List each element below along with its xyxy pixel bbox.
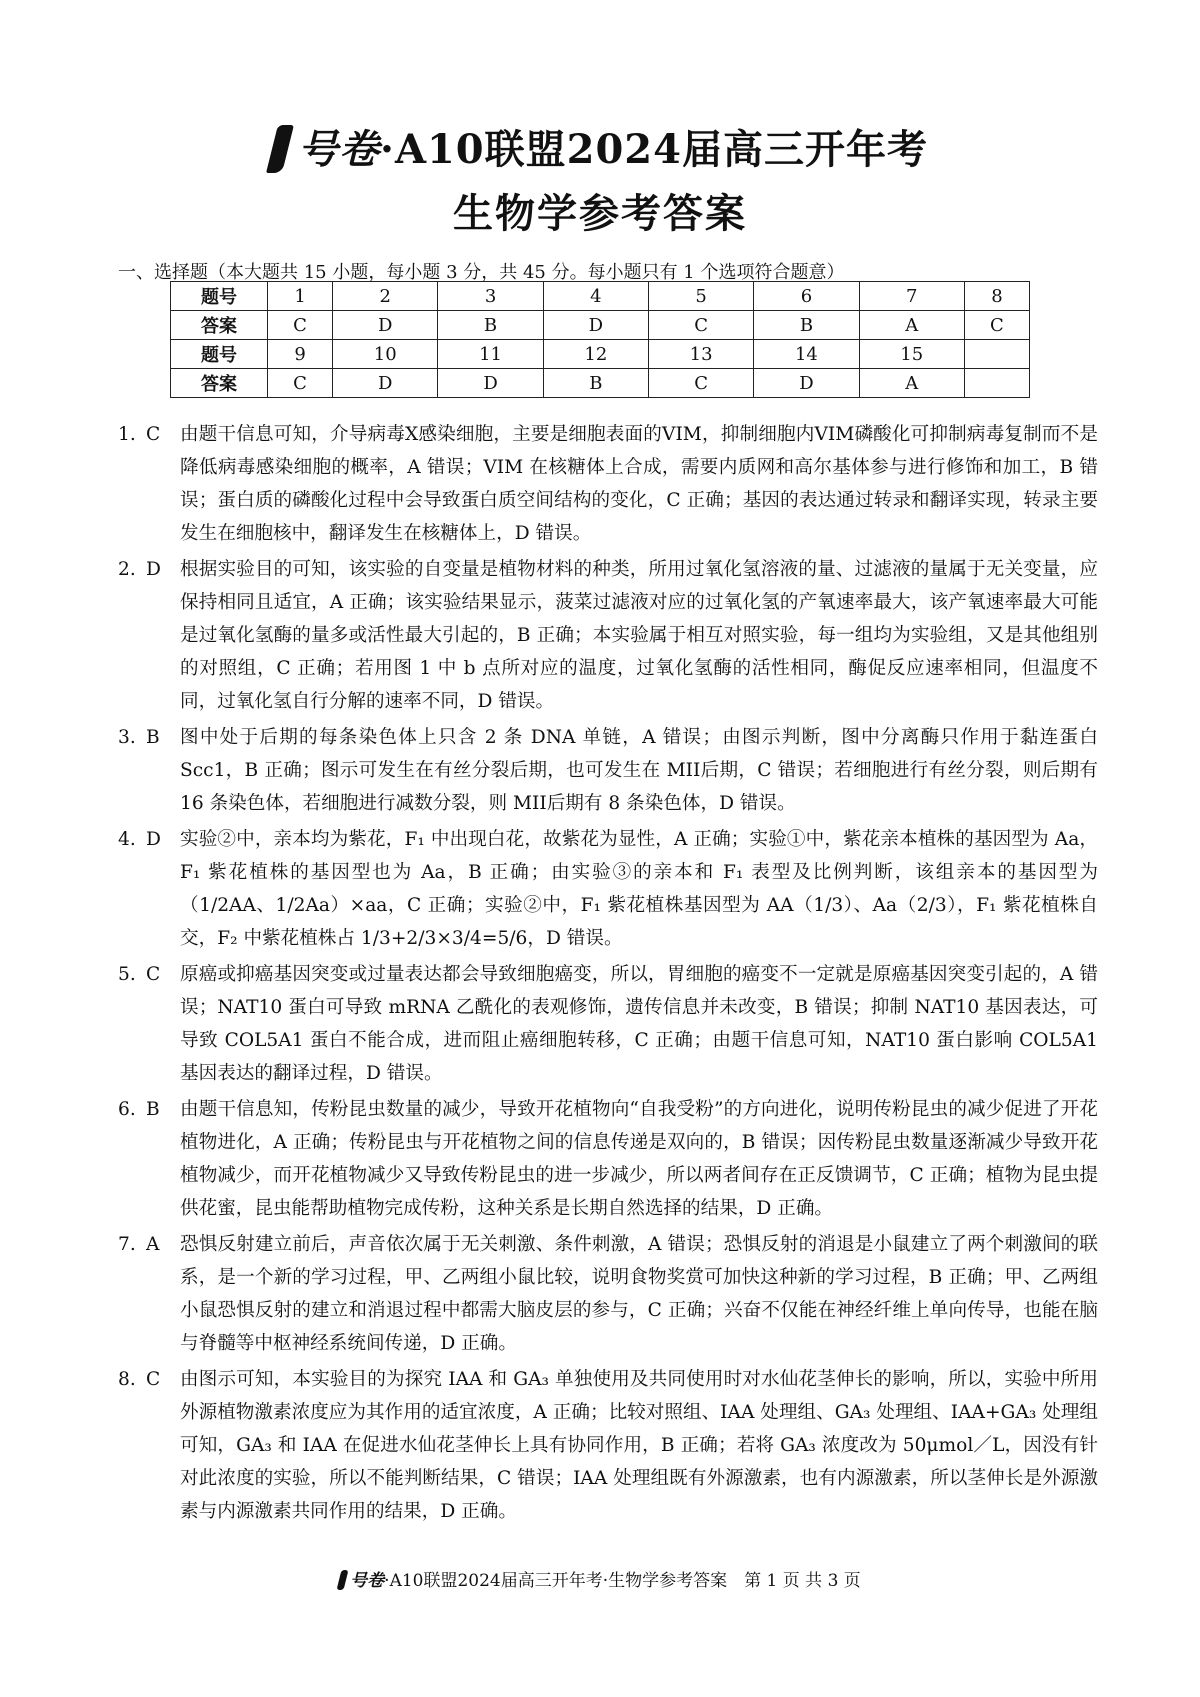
explanation-item-8 [118, 1363, 1098, 1528]
item-text: 原癌或抑癌基因突变或过量表达都会导致细胞癌变，所以，胃细胞的癌变不一定就是原癌基因突变引起的，A 错误；NAT10 蛋白可导致 mRNA 乙酰化的表观修饰，遗传信息并未改变，B 错误；抑制 NAT10 基因表达，可导致 COL5A1 蛋白不能合成，进而阻止癌细胞转移，C 正确；由题干信息可知，NAT10 蛋白影响 COL5A1 基因表达的翻译过程，D 错误。 [180, 964, 1098, 1084]
row-header-answer: 答案 [171, 311, 268, 340]
answer-cell: C [268, 369, 333, 398]
table-row [171, 282, 1030, 311]
explanation-item-2 [118, 553, 1098, 718]
item-number: 3. [118, 727, 136, 748]
question-number [964, 340, 1029, 369]
item-number: 8. [118, 1369, 136, 1390]
row-header-answer: 答案 [171, 369, 268, 398]
item-answer: B [146, 727, 160, 748]
item-text: 由图示可知，本实验目的为探究 IAA 和 GA₃ 单独使用及共同使用时对水仙花茎伸长的影响，所以，实验中所用外源植物激素浓度应为其作用的适宜浓度，A 正确；比较对照组、IAA 处理组、GA₃ 处理组、IAA+GA₃ 处理组可知，GA₃ 和 IAA 在促进水仙花茎伸长上具有协同作用，B 正确；若将 GA₃ 浓度改为 50μmol／L，因没有针对此浓度的实验，所以不能判断结果，C 错误；IAA 处理组既有外源激素，也有内源激素，所以茎伸长是外源激素与内源激素共同作用的结果，D 正确。 [180, 1369, 1098, 1522]
answer-cell: D [543, 311, 648, 340]
document-subtitle: 生物学参考答案 [453, 190, 747, 237]
item-answer: C [146, 964, 161, 985]
title-text: ·A10联盟2024届高三开年考 [380, 126, 928, 173]
answer-cell: D [754, 369, 859, 398]
question-number: 13 [648, 340, 753, 369]
answer-cell: D [333, 311, 438, 340]
question-number: 14 [754, 340, 859, 369]
question-number: 11 [438, 340, 543, 369]
question-number: 1 [268, 282, 333, 311]
brand-logo-text: 号卷 [298, 126, 381, 173]
explanation-item-5 [118, 958, 1098, 1090]
item-text: 实验②中，亲本均为紫花，F₁ 中出现白花，故紫花为显性，A 正确；实验①中，紫花亲本植株的基因型为 Aa，F₁ 紫花植株的基因型也为 Aa，B 正确；由实验③的亲本和 F₁ 表型及比例判断，该组亲本的基因型为（1/2AA、1/2Aa）×aa，C 正确；实验②中，F₁ 紫花植株基因型为 AA（1/3）、Aa（2/3），F₁ 紫花植株自交，F₂ 中紫花植株占 1/3+2/3×3/4=5/6，D 错误。 [180, 829, 1098, 949]
answer-table [170, 281, 1030, 398]
question-number: 4 [543, 282, 648, 311]
footer-text: ·A10联盟2024届高三开年考·生物学参考答案 第 1 页 共 3 页 [384, 1571, 861, 1591]
explanation-item-3 [118, 721, 1098, 820]
answer-cell: B [754, 311, 859, 340]
question-number: 12 [543, 340, 648, 369]
footer-logo-text: 号卷 [350, 1571, 385, 1591]
item-answer: A [146, 1234, 160, 1255]
answer-cell: C [964, 311, 1029, 340]
table-row [171, 311, 1030, 340]
item-number: 2. [118, 559, 136, 580]
answer-cell: D [333, 369, 438, 398]
answer-cell: D [438, 369, 543, 398]
question-number: 2 [333, 282, 438, 311]
question-number: 5 [648, 282, 753, 311]
explanation-item-7 [118, 1228, 1098, 1360]
question-number: 15 [859, 340, 964, 369]
question-number: 8 [964, 282, 1029, 311]
explanation-item-6 [118, 1093, 1098, 1225]
table-row [171, 369, 1030, 398]
answer-cell: C [648, 369, 753, 398]
item-answer: D [146, 559, 161, 580]
row-header-question: 题号 [171, 282, 268, 311]
item-answer: B [146, 1099, 160, 1120]
explanation-list [118, 418, 1098, 1531]
item-text: 根据实验目的可知，该实验的自变量是植物材料的种类，所用过氧化氢溶液的量、过滤液的量属于无关变量，应保持相同且适宜，A 正确；该实验结果显示，菠菜过滤液对应的过氧化氢的产氧速率最大，该产氧速率最大可能是过氧化氢酶的量多或活性最大引起的，B 正确；本实验属于相互对照实验，每一组均为实验组，又是其他组别的对照组，C 正确；若用图 1 中 b 点所对应的温度，过氧化氢酶的活性相同，酶促反应速率相同，但温度不同，过氧化氢自行分解的速率不同，D 错误。 [180, 559, 1098, 712]
item-text: 由题干信息知，传粉昆虫数量的减少，导致开花植物向“自我受粉”的方向进化，说明传粉昆虫的减少促进了开花植物进化，A 正确；传粉昆虫与开花植物之间的信息传递是双向的，B 错误；因传粉昆虫数量逐渐减少导致开花植物减少，而开花植物减少又导致传粉昆虫的进一步减少，所以两者间存在正反馈调节，C 正确；植物为昆虫提供花蜜，昆虫能帮助植物完成传粉，这种关系是长期自然选择的结果，D 正确。 [180, 1099, 1098, 1219]
answer-cell [964, 369, 1029, 398]
item-text: 图中处于后期的每条染色体上只含 2 条 DNA 单链，A 错误；由图示判断，图中分离酶只作用于黏连蛋白 Scc1，B 正确；图示可发生在有丝分裂后期，也可发生在 MII后期，C 错误；若细胞进行有丝分裂，则后期有 16 条染色体，若细胞进行减数分裂，则 MII后期有 8 条染色体，D 错误。 [180, 727, 1098, 814]
question-number: 9 [268, 340, 333, 369]
answer-cell: C [268, 311, 333, 340]
item-text: 由题干信息可知，介导病毒X感染细胞，主要是细胞表面的VIM，抑制细胞内VIM磷酸化可抑制病毒复制而不是降低病毒感染细胞的概率，A 错误；VIM 在核糖体上合成，需要内质网和高尔基体参与进行修饰和加工，B 错误；蛋白质的磷酸化过程中会导致蛋白质空间结构的变化，C 正确；基因的表达通过转录和翻译实现，转录主要发生在细胞核中，翻译发生在核糖体上，D 错误。 [180, 424, 1098, 544]
table-row [171, 340, 1030, 369]
row-header-question: 题号 [171, 340, 268, 369]
item-answer: C [146, 1369, 161, 1390]
answer-cell: C [648, 311, 753, 340]
footer-logo-icon [337, 1570, 349, 1590]
item-number: 6. [118, 1099, 136, 1120]
explanation-item-4 [118, 823, 1098, 955]
brand-logo-icon [266, 125, 294, 173]
answer-cell: A [859, 369, 964, 398]
item-answer: C [146, 424, 161, 445]
item-text: 恐惧反射建立前后，声音依次属于无关刺激、条件刺激，A 错误；恐惧反射的消退是小鼠建立了两个刺激间的联系，是一个新的学习过程，甲、乙两组小鼠比较，说明食物奖赏可加快这种新的学习过程，B 正确；甲、乙两组小鼠恐惧反射的建立和消退过程中都需大脑皮层的参与，C 正确；兴奋不仅能在神经纤维上单向传导，也能在脑与脊髓等中枢神经系统间传递，D 正确。 [180, 1234, 1098, 1354]
page-footer [0, 1566, 1200, 1591]
item-number: 7. [118, 1234, 136, 1255]
question-number: 10 [333, 340, 438, 369]
item-answer: D [146, 829, 161, 850]
item-number: 5. [118, 964, 136, 985]
question-number: 7 [859, 282, 964, 311]
item-number: 4. [118, 829, 136, 850]
question-number: 3 [438, 282, 543, 311]
answer-cell: B [438, 311, 543, 340]
question-number: 6 [754, 282, 859, 311]
answer-cell: A [859, 311, 964, 340]
item-number: 1. [118, 424, 136, 445]
answer-cell: B [543, 369, 648, 398]
document-title [0, 118, 1200, 175]
section-heading: 一、选择题（本大题共 15 小题，每小题 3 分，共 45 分。每小题只有 1 个选项符合题意） [118, 262, 845, 283]
explanation-item-1 [118, 418, 1098, 550]
